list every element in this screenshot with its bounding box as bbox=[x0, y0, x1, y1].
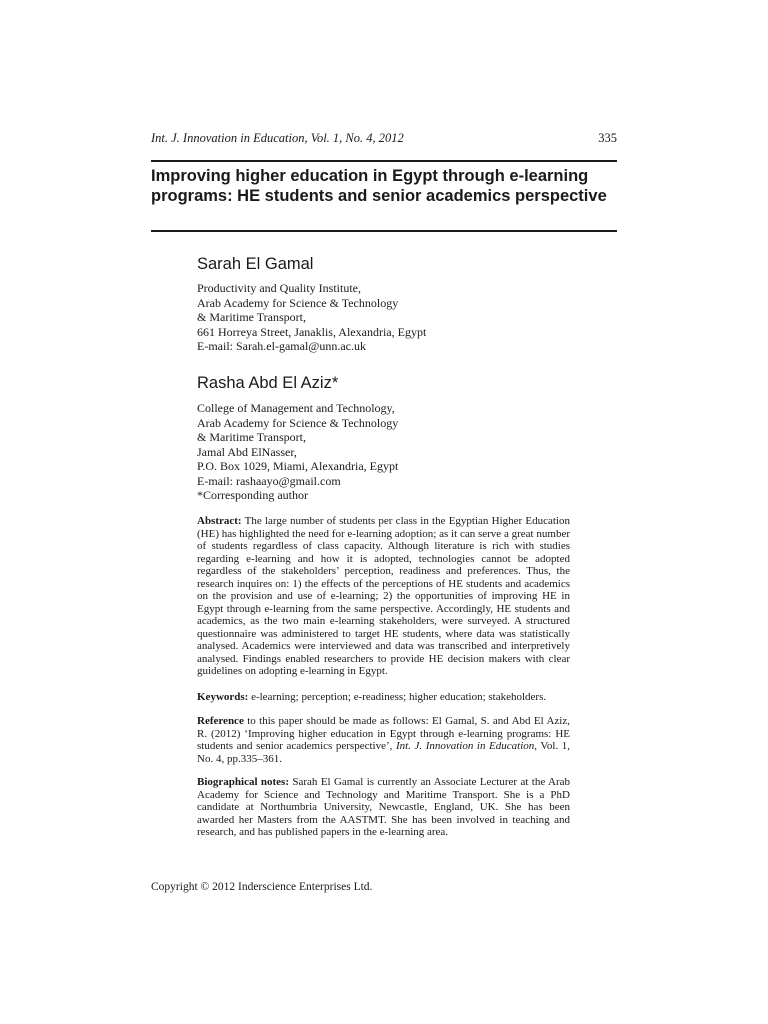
copyright-notice: Copyright © 2012 Inderscience Enterprises Ltd. bbox=[151, 881, 373, 893]
author-affiliation-2 bbox=[197, 401, 398, 503]
running-header bbox=[151, 130, 617, 148]
affiliation-line: & Maritime Transport, bbox=[197, 430, 307, 444]
reference-journal: Int. J. Innovation in Education bbox=[395, 740, 535, 752]
paper-title: Improving higher education in Egypt through e-learning programs: HE students and senior academics perspective bbox=[151, 167, 607, 205]
affiliation-line: Arab Academy for Science & Technology bbox=[197, 295, 399, 310]
journal-citation: Int. J. Innovation in Education, Vol. 1, No. 4, 2012 bbox=[151, 131, 404, 145]
reference-text: to this paper should be made as follows: El Gamal, S. and Abd El Aziz, R. (2012) ‘Improving higher education in Egypt through e-learning programs: HE students and senior academics perspective’, bbox=[197, 715, 570, 752]
abstract-text: The large number of students per class in the Egyptian Higher Education (HE) has highlighted the need for e-learning adoption; as it can serve a great number of students regardless of class capacity. Although literature is rich with studies regarding e-learning and how it is adopted, technologies cannot be adopted regardless of the stakeholders’ perception, readiness and preferences. Thus, the research inquires on: 1) the effects of the perceptions of HE students and academics on the provision and use of e-learning; 2) the opportunities of improving HE in Egypt through e-learning from the same perspective. Accordingly, HE students and academics, as the two main e-learning stakeholders, were surveyed. A structured questionnaire was administered to target HE students, where data was statistically analysed. Academics were interviewed and data was transcribed and interpretively analysed. Findings enabled researchers to provide HE decision makers with clear guidelines on adopting e-learning in Egypt. bbox=[197, 515, 570, 677]
keywords-label: Keywords: bbox=[197, 691, 249, 703]
affiliation-line: 661 Horreya Street, Janaklis, Alexandria, Egypt bbox=[197, 324, 427, 339]
affiliation-line: Productivity and Quality Institute, bbox=[197, 281, 361, 295]
affiliation-line: & Maritime Transport, bbox=[197, 310, 307, 324]
reference-note bbox=[197, 715, 570, 765]
reference-label: Reference bbox=[197, 715, 244, 727]
page-number: 335 bbox=[598, 131, 617, 145]
biographical-label: Biographical notes: bbox=[197, 776, 289, 788]
affiliation-email: E-mail: Sarah.el-gamal@unn.ac.uk bbox=[197, 339, 366, 353]
author-affiliation-1 bbox=[197, 281, 426, 354]
title-top-rule bbox=[151, 160, 617, 162]
title-bottom-rule bbox=[151, 230, 617, 232]
author-name-1: Sarah El Gamal bbox=[197, 255, 314, 273]
keywords-text: e-learning; perception; e-readiness; higher education; stakeholders. bbox=[251, 691, 547, 703]
affiliation-line: Jamal Abd ElNasser, bbox=[197, 444, 297, 459]
affiliation-line: College of Management and Technology, bbox=[197, 401, 395, 415]
abstract bbox=[197, 515, 570, 678]
abstract-label: Abstract: bbox=[197, 515, 242, 527]
biographical-text: Sarah El Gamal is currently an Associate Lecturer at the Arab Academy for Science and Technology and Maritime Transport. She is a PhD candidate at Northumbria University, Newcastle, England, UK. She has been awarded her Masters from the AASTMT. She has been involved in teaching and research, and has published papers in the e-learning area. bbox=[197, 776, 570, 838]
biographical-notes bbox=[197, 776, 570, 839]
affiliation-line: P.O. Box 1029, Miami, Alexandria, Egypt bbox=[197, 459, 399, 473]
affiliation-email: E-mail: rashaayo@gmail.com bbox=[197, 473, 341, 488]
affiliation-line: Arab Academy for Science & Technology bbox=[197, 415, 399, 430]
keywords bbox=[197, 691, 570, 704]
author-name-2: Rasha Abd El Aziz* bbox=[197, 374, 339, 392]
reference-details: , Vol. 1, No. 4, pp.335–361. bbox=[197, 740, 571, 765]
corresponding-author-note: *Corresponding author bbox=[197, 488, 308, 502]
